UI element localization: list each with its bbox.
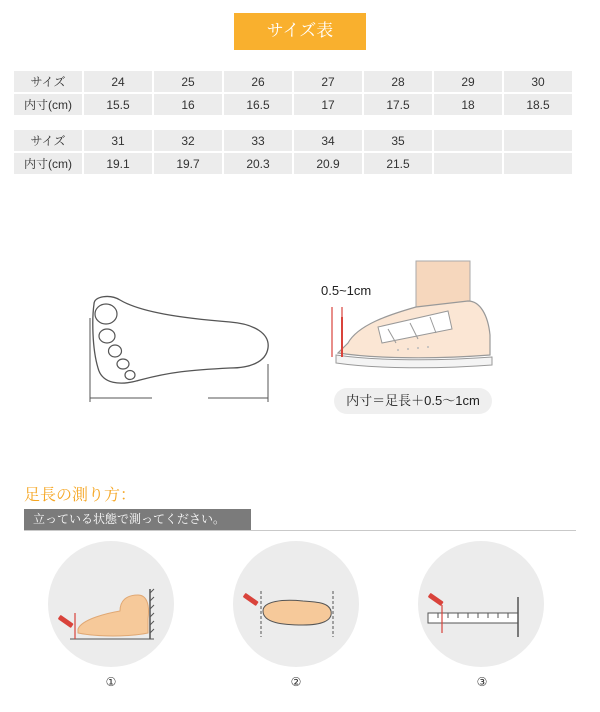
table-cell: 17.5: [364, 94, 432, 115]
measure-step-2-illustration: [233, 541, 359, 667]
size-table-1: [12, 69, 574, 117]
size-table-2: [12, 128, 574, 176]
table-cell: 18: [434, 94, 502, 115]
ruler-icon: [418, 541, 544, 667]
step-number-3: ③: [476, 675, 488, 689]
row-label: 内寸(cm): [14, 153, 82, 174]
divider: [24, 530, 576, 531]
table-cell: [504, 130, 572, 151]
measure-instruction: 立っている状態で測ってください。: [24, 509, 251, 530]
table-cell: 26: [224, 71, 292, 92]
foot-outline-illustration: [80, 288, 280, 408]
table-cell: 19.7: [154, 153, 222, 174]
row-label: サイズ: [14, 130, 82, 151]
step-number-2: ②: [290, 675, 302, 689]
table-cell: [504, 153, 572, 174]
table-cell: [434, 130, 502, 151]
table-cell: 31: [84, 130, 152, 151]
table-cell: 33: [224, 130, 292, 151]
row-label: 内寸(cm): [14, 94, 82, 115]
table-row: [14, 130, 572, 151]
table-cell: 30: [504, 71, 572, 92]
table-row: [14, 153, 572, 174]
table-cell: 16.5: [224, 94, 292, 115]
inner-size-formula: 内寸＝足長＋0.5～1cm: [334, 388, 492, 414]
size-chart-title: サイズ表: [234, 13, 366, 50]
table-cell: 24: [84, 71, 152, 92]
table-cell: 21.5: [364, 153, 432, 174]
foot-side-icon: [48, 541, 174, 667]
step-number-1: ①: [105, 675, 117, 689]
table-cell: 17: [294, 94, 362, 115]
foot-top-icon: [233, 541, 359, 667]
table-cell: 34: [294, 130, 362, 151]
table-cell: 20.9: [294, 153, 362, 174]
table-cell: 18.5: [504, 94, 572, 115]
table-cell: 29: [434, 71, 502, 92]
measure-step-1-illustration: [48, 541, 174, 667]
measure-method-title: 足長の測り方：: [24, 485, 137, 504]
table-cell: 19.1: [84, 153, 152, 174]
row-label: サイズ: [14, 71, 82, 92]
range-label: 0.5~1cm: [321, 283, 372, 298]
table-cell: 28: [364, 71, 432, 92]
measure-step-3-illustration: [418, 541, 544, 667]
table-cell: 20.3: [224, 153, 292, 174]
table-cell: 32: [154, 130, 222, 151]
table-cell: 27: [294, 71, 362, 92]
table-cell: 16: [154, 94, 222, 115]
shoe-fit-illustration: [318, 255, 500, 387]
table-row: [14, 71, 572, 92]
table-cell: 35: [364, 130, 432, 151]
table-cell: 15.5: [84, 94, 152, 115]
table-row: [14, 94, 572, 115]
table-cell: 25: [154, 71, 222, 92]
table-cell: [434, 153, 502, 174]
